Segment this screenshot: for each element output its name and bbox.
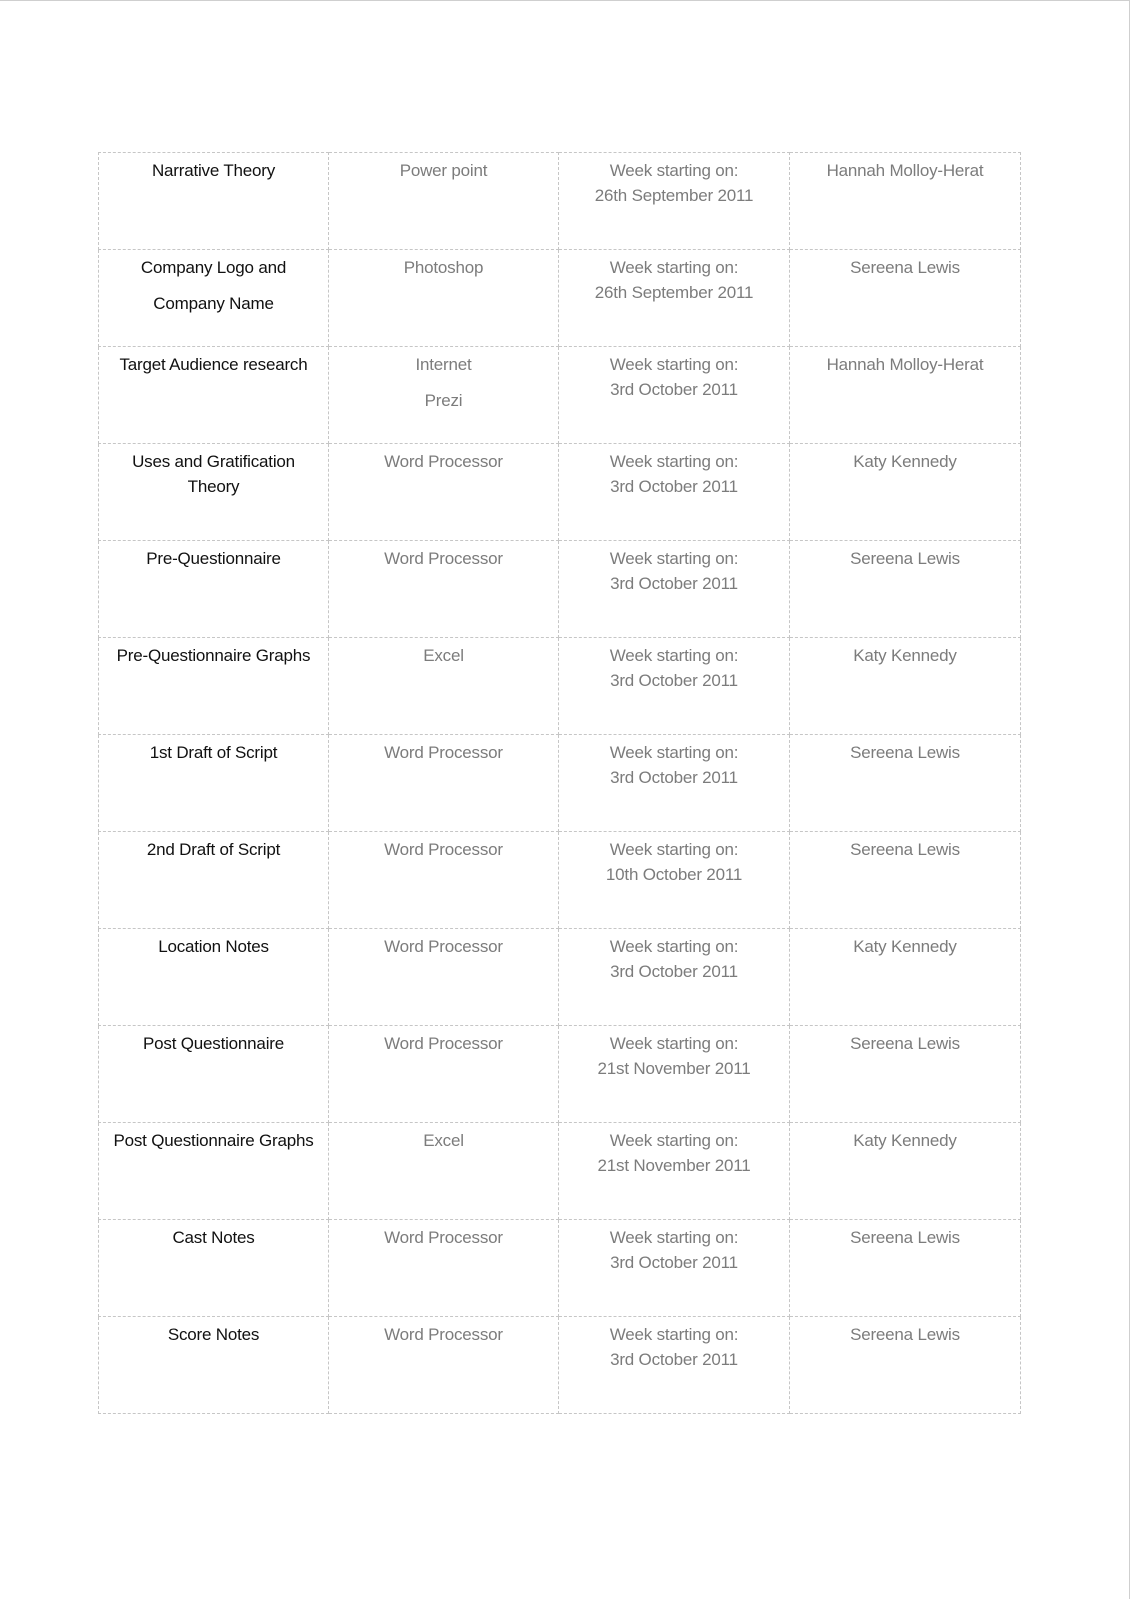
- table-row: [99, 153, 1021, 250]
- tool-cell: [329, 735, 559, 832]
- date-cell-line: Week starting on:: [609, 1131, 739, 1150]
- date-cell-line: Week starting on:: [609, 1325, 739, 1344]
- table-row: [99, 541, 1021, 638]
- tool-cell-line: Power point: [399, 161, 488, 180]
- tool-cell: [329, 541, 559, 638]
- person-name: Sereena Lewis: [850, 1034, 960, 1053]
- tool-cell: [329, 832, 559, 929]
- date-cell: [559, 832, 790, 929]
- table-row: [99, 250, 1021, 347]
- person-cell: [790, 1220, 1021, 1317]
- person-name: Hannah Molloy-Herat: [826, 161, 984, 180]
- date-cell-line: 3rd October 2011: [610, 768, 738, 787]
- date-cell-line: Week starting on:: [609, 743, 739, 762]
- date-cell: [559, 250, 790, 347]
- date-cell: [559, 638, 790, 735]
- date-cell: [559, 1123, 790, 1220]
- date-cell: [559, 347, 790, 444]
- table-row: [99, 1220, 1021, 1317]
- schedule-body: [99, 153, 1021, 1414]
- tool-cell-line: Excel: [423, 1131, 464, 1150]
- person-cell: [790, 541, 1021, 638]
- task-cell-line: Cast Notes: [172, 1228, 255, 1247]
- date-cell: [559, 929, 790, 1026]
- task-cell-line: Uses and Gratification: [132, 452, 295, 471]
- tool-cell-line: Prezi: [424, 391, 463, 410]
- person-name: Hannah Molloy-Herat: [826, 355, 984, 374]
- person-name: Katy Kennedy: [853, 452, 957, 471]
- tool-cell-line: Word Processor: [384, 840, 503, 859]
- person-cell: [790, 929, 1021, 1026]
- tool-cell-line: Word Processor: [384, 1228, 503, 1247]
- task-cell-line: Location Notes: [158, 937, 269, 956]
- date-cell-line: 3rd October 2011: [610, 574, 738, 593]
- date-cell-line: Week starting on:: [609, 1228, 739, 1247]
- person-name: Sereena Lewis: [850, 1228, 960, 1247]
- table-row: [99, 735, 1021, 832]
- task-cell-line: Pre-Questionnaire: [146, 549, 281, 568]
- task-cell: [99, 347, 329, 444]
- tool-cell: [329, 1026, 559, 1123]
- date-cell-line: 3rd October 2011: [610, 477, 738, 496]
- task-cell-line: 1st Draft of Script: [149, 743, 278, 762]
- tool-cell: [329, 444, 559, 541]
- task-cell-line: Theory: [187, 477, 240, 496]
- person-cell: [790, 1317, 1021, 1414]
- date-cell-line: Week starting on:: [609, 840, 739, 859]
- person-cell: [790, 347, 1021, 444]
- task-cell-line: Pre-Questionnaire Graphs: [116, 646, 311, 665]
- tool-cell: [329, 1317, 559, 1414]
- table-row: [99, 1026, 1021, 1123]
- date-cell-line: Week starting on:: [609, 452, 739, 471]
- person-name: Katy Kennedy: [853, 646, 957, 665]
- date-cell-line: Week starting on:: [609, 258, 739, 277]
- task-cell-line: Company Name: [153, 294, 274, 313]
- tool-cell: [329, 1220, 559, 1317]
- person-cell: [790, 250, 1021, 347]
- task-cell: [99, 250, 329, 347]
- tool-cell-line: Word Processor: [384, 743, 503, 762]
- person-cell: [790, 735, 1021, 832]
- tool-cell: [329, 1123, 559, 1220]
- date-cell-line: Week starting on:: [609, 549, 739, 568]
- person-name: Sereena Lewis: [850, 840, 960, 859]
- task-cell: [99, 444, 329, 541]
- task-cell-line: Narrative Theory: [151, 161, 276, 180]
- task-cell-line: 2nd Draft of Script: [146, 840, 281, 859]
- task-cell: [99, 1220, 329, 1317]
- date-cell-line: 21st November 2011: [597, 1156, 751, 1175]
- tool-cell-line: Word Processor: [384, 1034, 503, 1053]
- table-row: [99, 444, 1021, 541]
- tool-cell-line: Photoshop: [403, 258, 484, 277]
- table-row: [99, 1317, 1021, 1414]
- task-cell: [99, 1026, 329, 1123]
- task-cell: [99, 832, 329, 929]
- table-row: [99, 929, 1021, 1026]
- task-cell-line: Post Questionnaire Graphs: [113, 1131, 314, 1150]
- person-name: Katy Kennedy: [853, 1131, 957, 1150]
- table-row: [99, 832, 1021, 929]
- date-cell-line: Week starting on:: [609, 937, 739, 956]
- task-cell: [99, 153, 329, 250]
- person-cell: [790, 1026, 1021, 1123]
- date-cell-line: 26th September 2011: [594, 283, 754, 302]
- task-cell: [99, 735, 329, 832]
- tool-cell-line: Word Processor: [384, 549, 503, 568]
- tool-cell: [329, 638, 559, 735]
- date-cell: [559, 541, 790, 638]
- date-cell-line: 3rd October 2011: [610, 962, 738, 981]
- task-cell-line: Post Questionnaire: [143, 1034, 284, 1053]
- person-cell: [790, 1123, 1021, 1220]
- date-cell-line: Week starting on:: [609, 646, 739, 665]
- task-cell-line: Score Notes: [167, 1325, 260, 1344]
- task-cell: [99, 1317, 329, 1414]
- tool-cell: [329, 929, 559, 1026]
- table-row: [99, 347, 1021, 444]
- date-cell: [559, 444, 790, 541]
- date-cell: [559, 1220, 790, 1317]
- person-name: Sereena Lewis: [850, 258, 960, 277]
- tool-cell: [329, 347, 559, 444]
- person-cell: [790, 153, 1021, 250]
- task-cell: [99, 1123, 329, 1220]
- tool-cell-line: Word Processor: [384, 937, 503, 956]
- date-cell: [559, 153, 790, 250]
- date-cell: [559, 1026, 790, 1123]
- date-cell-line: 3rd October 2011: [610, 1253, 738, 1272]
- date-cell-line: 3rd October 2011: [610, 1350, 738, 1369]
- date-cell: [559, 1317, 790, 1414]
- date-cell-line: 21st November 2011: [597, 1059, 751, 1078]
- person-name: Sereena Lewis: [850, 743, 960, 762]
- date-cell-line: 10th October 2011: [605, 865, 743, 884]
- tool-cell-line: Excel: [423, 646, 464, 665]
- person-cell: [790, 832, 1021, 929]
- person-cell: [790, 444, 1021, 541]
- date-cell-line: 26th September 2011: [594, 186, 754, 205]
- tool-cell: [329, 153, 559, 250]
- task-cell: [99, 929, 329, 1026]
- schedule-table: [98, 152, 1021, 1414]
- person-name: Katy Kennedy: [853, 937, 957, 956]
- date-cell-line: Week starting on:: [609, 1034, 739, 1053]
- date-cell: [559, 735, 790, 832]
- person-name: Sereena Lewis: [850, 549, 960, 568]
- task-cell-line: Target Audience research: [119, 355, 308, 374]
- task-cell: [99, 638, 329, 735]
- task-cell-line: Company Logo and: [140, 258, 287, 277]
- tool-cell: [329, 250, 559, 347]
- date-cell-line: Week starting on:: [609, 161, 739, 180]
- table-row: [99, 638, 1021, 735]
- tool-cell-line: Internet: [415, 355, 472, 374]
- date-cell-line: Week starting on:: [609, 355, 739, 374]
- tool-cell-line: Word Processor: [384, 452, 503, 471]
- tool-cell-line: Word Processor: [384, 1325, 503, 1344]
- table-row: [99, 1123, 1021, 1220]
- person-cell: [790, 638, 1021, 735]
- date-cell-line: 3rd October 2011: [610, 671, 738, 690]
- task-cell: [99, 541, 329, 638]
- date-cell-line: 3rd October 2011: [610, 380, 738, 399]
- person-name: Sereena Lewis: [850, 1325, 960, 1344]
